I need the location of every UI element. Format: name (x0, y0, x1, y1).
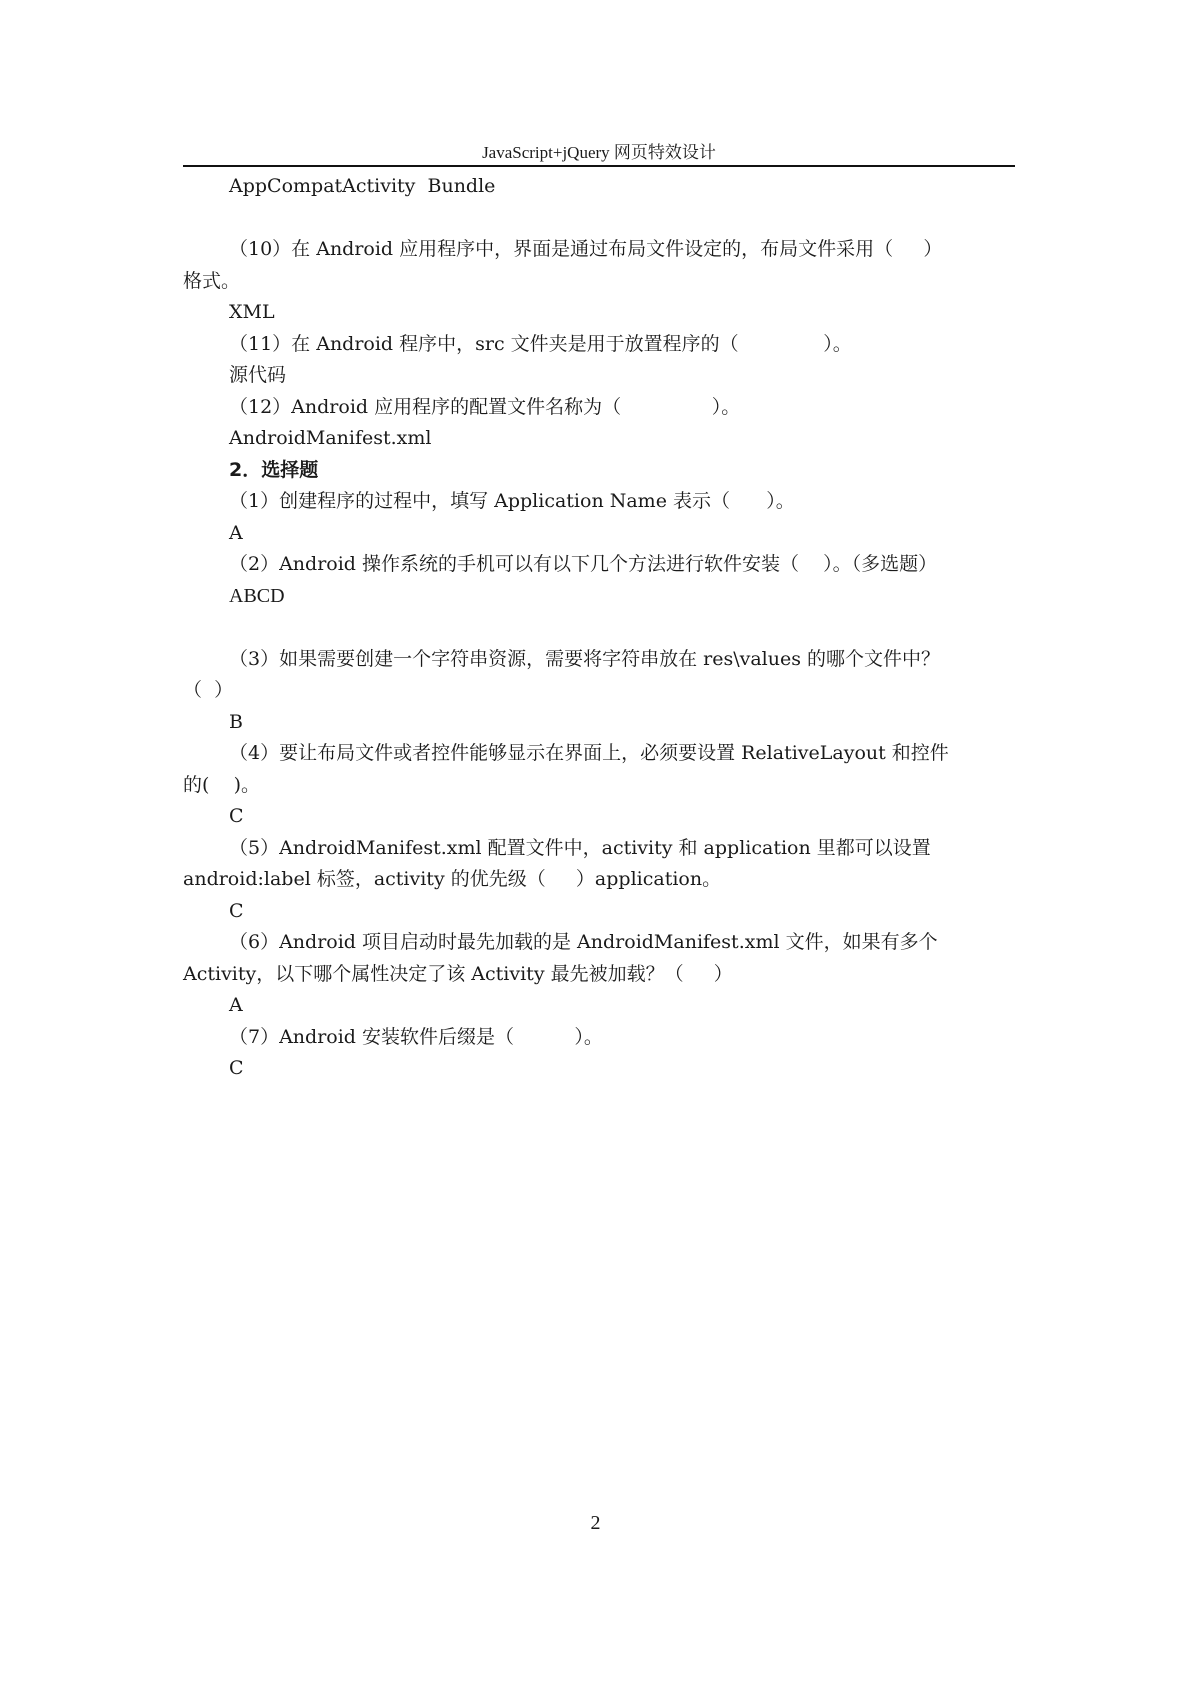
question-line: （12）Android 应用程序的配置文件名称为（ ）。 (229, 395, 741, 418)
question-line: （4）要让布局文件或者控件能够显示在界面上，必须要设置 RelativeLayout 和控件 (229, 742, 949, 764)
question-line: （2）Android 操作系统的手机可以有以下几个方法进行软件安装（ ）。（多选题） (229, 553, 938, 575)
question-continuation: （ ） (183, 679, 234, 701)
page-number: 2 (590, 1512, 601, 1534)
answer-line: ABCD (229, 584, 285, 607)
question-line: （6）Android 项目启动时最先加载的是 AndroidManifest.xml 文件，如果有多个 (229, 931, 938, 953)
blank-line (183, 203, 1015, 235)
answer-line: A (229, 994, 243, 1016)
header-divider (183, 165, 1015, 167)
question-line: （7）Android 安装软件后缀是（ ）。 (229, 1025, 603, 1048)
answer-line: C (229, 1057, 244, 1079)
section-heading: 2．选择题 (229, 458, 319, 481)
answer-line: AndroidManifest.xml (229, 427, 432, 449)
answer-line: AppCompatActivity Bundle (229, 175, 496, 197)
blank-line (183, 612, 1015, 644)
answer-line: XML (229, 301, 275, 323)
question-line: （1）创建程序的过程中，填写 Application Name 表示（ ）。 (229, 490, 795, 512)
page-body (183, 171, 1015, 1085)
question-continuation: 的( )。 (183, 773, 260, 796)
answer-line: A (229, 521, 243, 544)
answer-line: B (229, 710, 243, 733)
answer-line: C (229, 899, 244, 922)
question-line: （3）如果需要创建一个字符串资源，需要将字符串放在 res\values 的哪个文件中？ (229, 647, 941, 670)
page-header-title: JavaScript+jQuery 网页特效设计 (482, 143, 716, 162)
question-continuation: android:label 标签，activity 的优先级（ ）application。 (183, 868, 722, 890)
question-line: （11）在 Android 程序中，src 文件夹是用于放置程序的（ ）。 (229, 332, 852, 355)
answer-line: 源代码 (229, 364, 287, 386)
question-continuation: 格式。 (183, 269, 241, 292)
question-continuation: Activity，以下哪个属性决定了该 Activity 最先被加载？（ ） (183, 962, 733, 985)
question-line: （10）在 Android 应用程序中，界面是通过布局文件设定的，布局文件采用（ ） (229, 238, 943, 260)
answer-line: C (229, 805, 244, 827)
question-line: （5）AndroidManifest.xml 配置文件中，activity 和 application 里都可以设置 (229, 836, 931, 859)
